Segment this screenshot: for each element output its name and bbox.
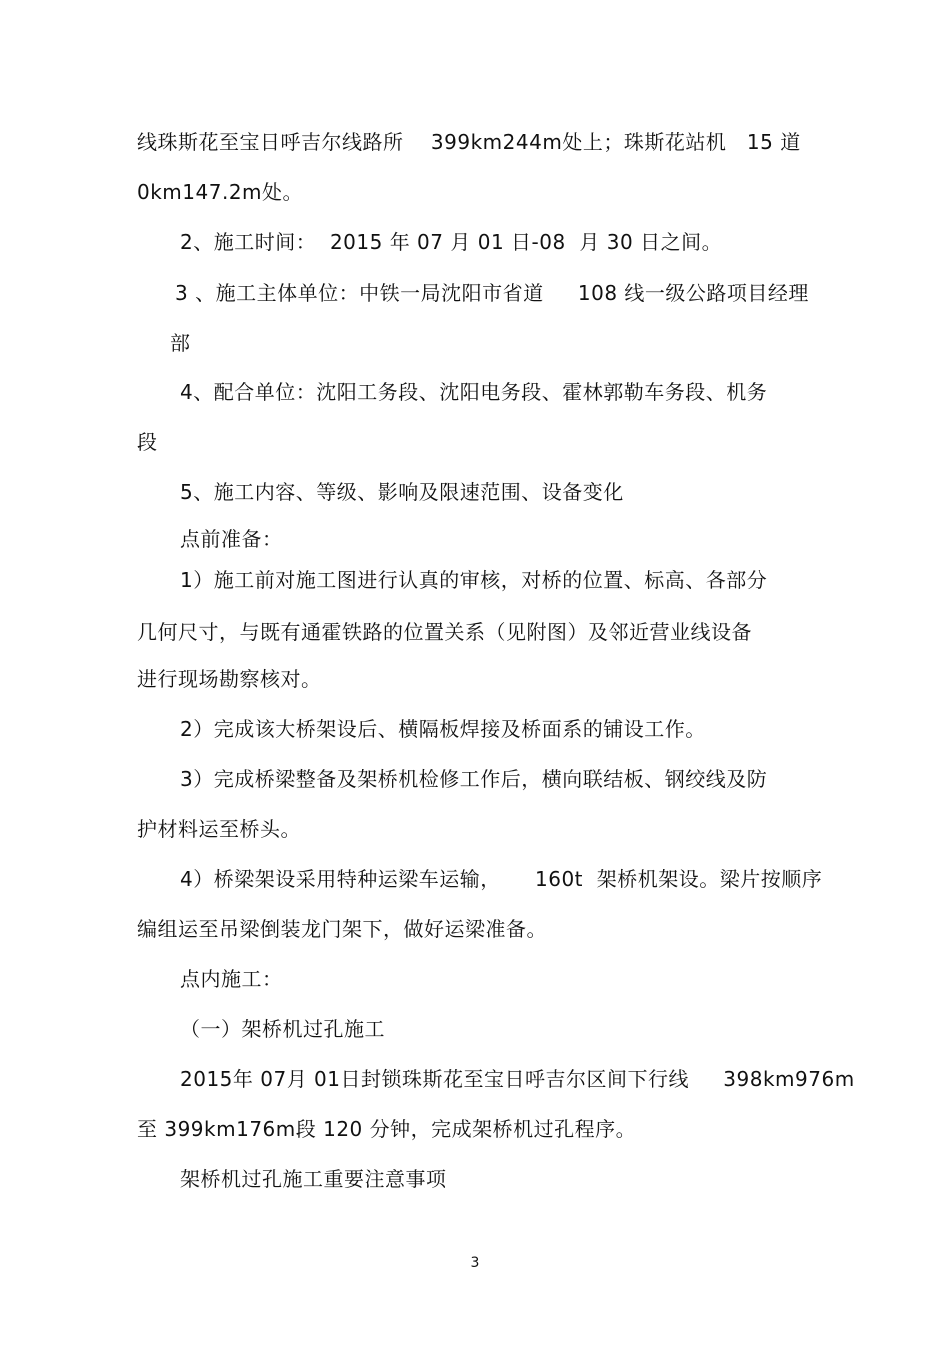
body-line: 4）桥梁架设采用特种运梁车运输， 160t 架桥机架设。梁片按顺序	[180, 867, 823, 891]
body-line: 5、施工内容、等级、影响及限速范围、设备变化	[180, 480, 624, 504]
sub-heading: （一）架桥机过孔施工	[180, 1017, 385, 1041]
body-line: 几何尺寸，与既有通霍铁路的位置关系（见附图）及邻近营业线设备	[137, 620, 752, 644]
section-heading: 点前准备：	[180, 527, 283, 551]
body-line: 段	[137, 430, 158, 454]
page-number: 3	[470, 1255, 480, 1271]
body-line: 3 、施工主体单位：中铁一局沈阳市省道 108 线一级公路项目经理	[175, 281, 809, 305]
body-line: 部	[170, 331, 191, 355]
body-line: 3）完成桥梁整备及架桥机检修工作后，横向联结板、钢绞线及防	[180, 767, 768, 791]
body-line: 4、配合单位：沈阳工务段、沈阳电务段、霍林郭勒车务段、机务	[180, 380, 768, 404]
body-line: 进行现场勘察核对。	[137, 667, 322, 691]
section-heading: 点内施工：	[180, 967, 283, 991]
body-line: 护材料运至桥头。	[137, 817, 301, 841]
body-line: 线珠斯花至宝日呼吉尔线路所 399km244m处上；珠斯花站机 15 道	[137, 130, 801, 154]
body-line: 1）施工前对施工图进行认真的审核，对桥的位置、标高、各部分	[180, 568, 768, 592]
body-line: 至 399km176m段 120 分钟，完成架桥机过孔程序。	[137, 1117, 637, 1141]
body-line: 2015年 07月 01日封锁珠斯花至宝日呼吉尔区间下行线 398km976m	[180, 1067, 855, 1091]
body-line: 2）完成该大桥架设后、横隔板焊接及桥面系的铺设工作。	[180, 717, 706, 741]
body-line: 2、施工时间： 2015 年 07 月 01 日-08 月 30 日之间。	[180, 230, 723, 254]
body-line: 0km147.2m处。	[137, 180, 304, 204]
body-line: 编组运至吊梁倒装龙门架下，做好运梁准备。	[137, 917, 547, 941]
section-heading: 架桥机过孔施工重要注意事项	[180, 1167, 447, 1191]
